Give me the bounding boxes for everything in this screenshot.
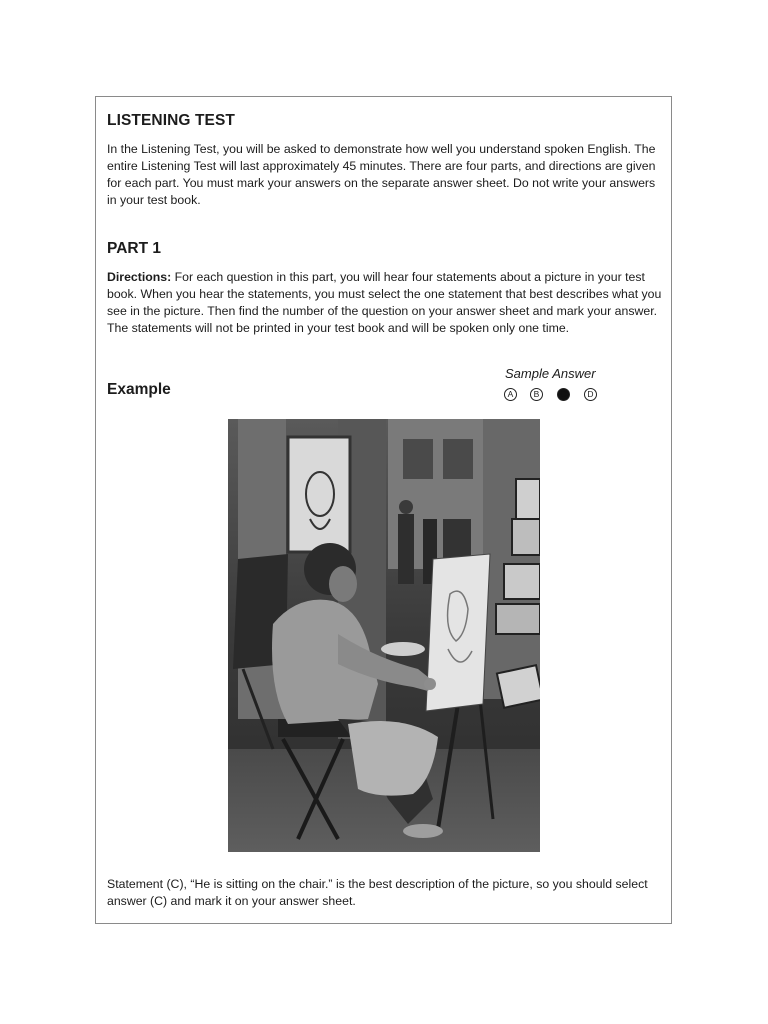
- directions-label: Directions:: [107, 270, 172, 284]
- answer-bubble-a: A: [504, 388, 517, 401]
- answer-bubble-c: C: [557, 388, 570, 401]
- example-photo: [228, 419, 540, 852]
- listening-test-title: LISTENING TEST: [107, 112, 235, 129]
- sample-answer-label: Sample Answer: [505, 366, 596, 381]
- listening-test-intro: In the Listening Test, you will be asked to demonstrate how well you understand spoken English. The entire Listening Test will last approximately 45 minutes. There are four parts, and directions are given for each part. You must mark your answers on the separate answer sheet. Do not write your answers in your test book.: [107, 142, 656, 207]
- example-heading: Example: [107, 381, 171, 398]
- part1-directions: [107, 269, 663, 337]
- answer-bubble-d: D: [584, 388, 597, 401]
- answer-bubble-b: B: [530, 388, 543, 401]
- directions-text: For each question in this part, you will hear four statements about a picture in your test book. When you hear the statements, you must select the one statement that best describes what you see in the picture. Then find the number of the question on your answer sheet and mark your answer. The statements will not be printed in your test book and will be spoken only one time.: [107, 270, 662, 335]
- part1-title: PART 1: [107, 240, 161, 257]
- example-explanation: Statement (C), “He is sitting on the chair.” is the best description of the picture, so you should select answer (C) and mark it on your answer sheet.: [107, 877, 648, 908]
